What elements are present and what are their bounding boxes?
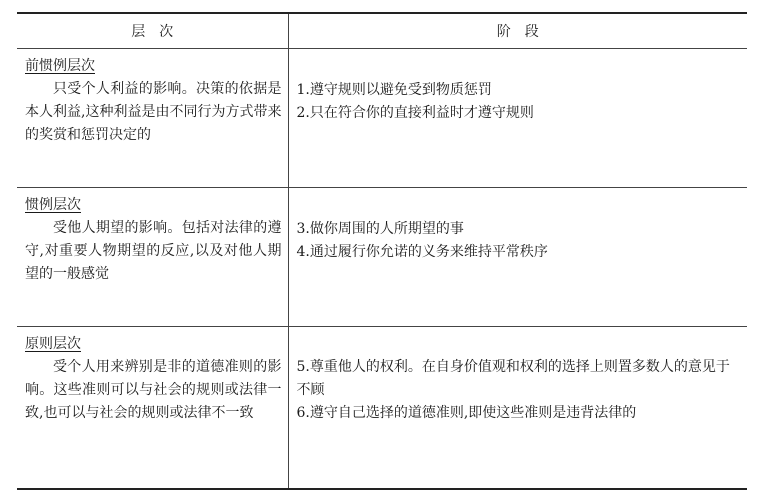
- stage-cell: [288, 327, 747, 490]
- stage-item: 2.只在符合你的直接利益时才遵守规则: [296, 105, 534, 121]
- stage-item: 5.尊重他人的权利。在自身价值观和权利的选择上则置多数人的意见于不顾: [296, 359, 730, 398]
- stage-cell: [288, 188, 747, 327]
- level-description: 受他人期望的影响。包括对法律的遵守,对重要人物期望的反应,以及对他人期望的一般感觉: [25, 220, 282, 282]
- level-title: 前惯例层次: [25, 58, 95, 74]
- header-stage: 阶 段: [288, 13, 747, 49]
- level-title: 惯例层次: [25, 197, 81, 213]
- level-cell: [17, 327, 288, 490]
- moral-levels-table: [17, 12, 747, 490]
- table-row: [17, 188, 747, 327]
- stage-item: 6.遵守自己选择的道德准则,即使这些准则是违背法律的: [296, 405, 637, 421]
- table-row: [17, 49, 747, 188]
- level-description: 只受个人利益的影响。决策的依据是本人利益,这种利益是由不同行为方式带来的奖赏和惩罚决定的: [25, 81, 282, 143]
- level-title: 原则层次: [25, 336, 81, 352]
- level-cell: [17, 49, 288, 188]
- header-row: [17, 13, 747, 49]
- level-cell: [17, 188, 288, 327]
- stage-item: 1.遵守规则以避免受到物质惩罚: [296, 82, 492, 98]
- header-level: 层 次: [17, 13, 288, 49]
- stage-item: 3.做你周围的人所期望的事: [296, 221, 464, 237]
- level-description: 受个人用来辨别是非的道德准则的影响。这些准则可以与社会的规则或法律一致,也可以与社会的规则或法律不一致: [25, 359, 282, 421]
- stage-cell: [288, 49, 747, 188]
- stage-item: 4.通过履行你允诺的义务来维持平常秩序: [296, 244, 548, 260]
- table-row: [17, 327, 747, 490]
